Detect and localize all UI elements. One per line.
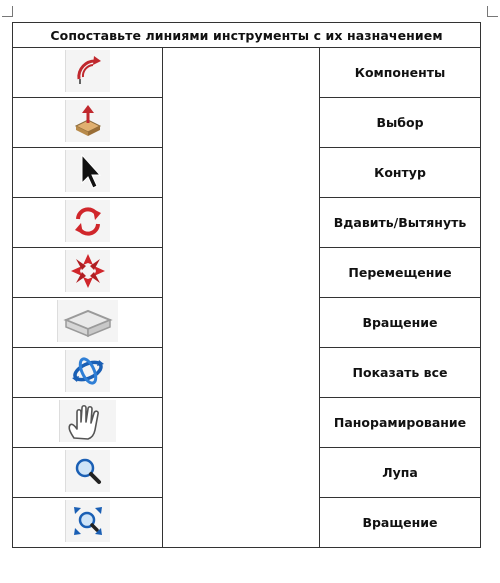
label-cell: Контур (320, 148, 481, 198)
label-cell: Вращение (320, 298, 481, 348)
match-area[interactable] (163, 148, 320, 198)
page-corner-mark-left (2, 6, 13, 17)
table-row (13, 198, 481, 248)
icon-cell (13, 148, 163, 198)
icon-cell (13, 48, 163, 98)
icon-cell (13, 398, 163, 448)
label-cell: Лупа (320, 448, 481, 498)
icon-cell (13, 248, 163, 298)
select-arrow-icon (65, 150, 110, 192)
zoom-extents-icon (65, 500, 110, 542)
icon-cell (13, 198, 163, 248)
match-area[interactable] (163, 498, 320, 548)
table-row (13, 48, 481, 98)
pan-hand-icon (59, 400, 116, 442)
orbit-icon (65, 350, 110, 392)
table-row (13, 248, 481, 298)
icon-cell (13, 448, 163, 498)
rotate-icon (65, 200, 110, 242)
label-cell: Показать все (320, 348, 481, 398)
label-cell: Перемещение (320, 248, 481, 298)
matching-table (12, 22, 481, 548)
page-title: Сопоставьте линиями инструменты с их назначением (13, 23, 481, 48)
match-area[interactable] (163, 98, 320, 148)
table-row (13, 298, 481, 348)
table-row (13, 398, 481, 448)
arc-arrow-icon (65, 50, 110, 92)
match-area[interactable] (163, 198, 320, 248)
move-icon (65, 250, 110, 292)
push-pull-icon (65, 100, 110, 142)
table-row (13, 348, 481, 398)
icon-cell (13, 98, 163, 148)
match-area[interactable] (163, 248, 320, 298)
table-row (13, 98, 481, 148)
icon-cell (13, 298, 163, 348)
zoom-magnifier-icon (65, 450, 110, 492)
match-area[interactable] (163, 448, 320, 498)
page-corner-mark-right (487, 6, 498, 17)
label-cell: Панорамирование (320, 398, 481, 448)
table-row (13, 148, 481, 198)
match-area[interactable] (163, 398, 320, 448)
icon-cell (13, 498, 163, 548)
label-cell: Вдавить/Вытянуть (320, 198, 481, 248)
component-box-icon (57, 300, 118, 342)
label-cell: Выбор (320, 98, 481, 148)
label-cell: Вращение (320, 498, 481, 548)
match-area[interactable] (163, 48, 320, 98)
label-cell: Компоненты (320, 48, 481, 98)
match-area[interactable] (163, 298, 320, 348)
table-row (13, 448, 481, 498)
icon-cell (13, 348, 163, 398)
table-row (13, 498, 481, 548)
match-area[interactable] (163, 348, 320, 398)
